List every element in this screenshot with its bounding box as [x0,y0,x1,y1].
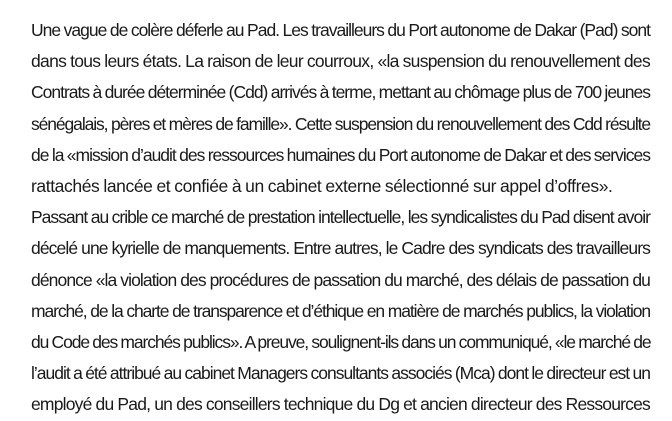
paragraph-2 [31,202,650,420]
text-line: du Code des marchés publics». A preuve, soulignent-ils dans un communiqué, «le marché de [31,332,651,353]
text-line: Contrats à durée déterminée (Cdd) arrivés à terme, mettant au chômage plus de 700 jeunes [31,82,650,103]
text-line: marché, de la charte de transparence et d’éthique en matière de marchés publics, la violation [31,300,650,321]
text-line: employé du Pad, un des conseillers technique du Dg et ancien directeur des Ressources [31,394,650,415]
text-line: décelé une kyrielle de manquements. Entre autres, le Cadre des syndicats des travailleurs [31,238,650,259]
article-body [31,15,650,421]
text-line: dans tous leurs états. La raison de leur courroux, «la suspension du renouvellement des [31,51,650,72]
text-line: dénonce «la violation des procédures de passation du marché, des délais de passation du [31,269,650,290]
text-line: de la «mission d’audit des ressources humaines du Port autonome de Dakar et des services [31,144,650,165]
text-line: Une vague de colère déferle au Pad. Les travailleurs du Port autonome de Dakar (Pad) sont [31,20,650,40]
text-line: Passant au crible ce marché de prestation intellectuelle, les syndicalistes du Pad disent avoir [31,207,650,228]
paragraph-1 [31,15,650,202]
text-line: rattachés lancée et confiée à un cabinet externe sélectionné sur appel d’offres». [31,176,613,197]
text-line: l’audit a été attribué au cabinet Managers consultants associés (Mca) dont le directeur est un [31,363,650,384]
text-line: sénégalais, pères et mères de famille». Cette suspension du renouvellement des Cdd résulte [31,113,650,134]
